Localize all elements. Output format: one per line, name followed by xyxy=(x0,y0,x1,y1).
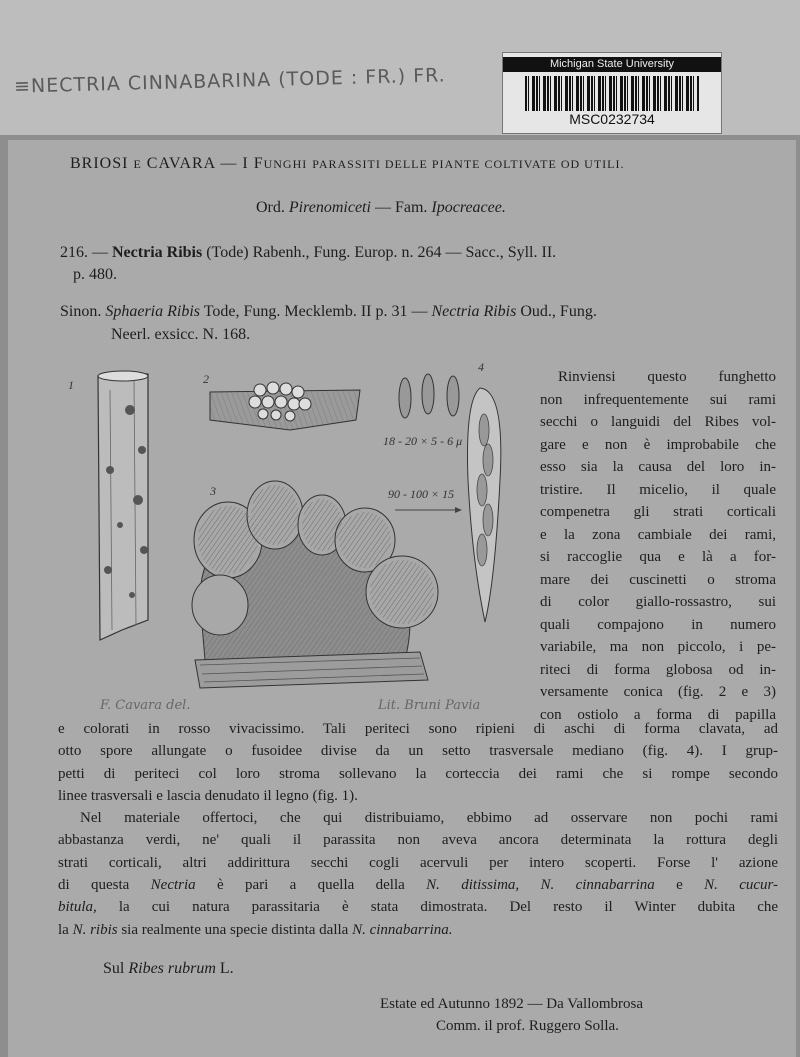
illustration-drawing xyxy=(60,360,530,720)
synonym-line-cont: Neerl. exsicc. N. 168. xyxy=(111,326,251,343)
description-column xyxy=(540,366,776,726)
figure-4-ascus xyxy=(468,388,501,622)
signature-right: Lit. Bruni Pavia xyxy=(378,698,481,713)
figure-label-1: 1 xyxy=(68,378,74,392)
text-line: tristire. Il micelio, il quale xyxy=(540,481,776,498)
text-line: riteci di forma globosa od in- xyxy=(540,661,776,678)
text-line: strati corticali, altri addirittura secchi cogli acervuli per intero scoperti. Forse l' azione xyxy=(58,854,778,871)
figure-1-branch xyxy=(98,371,148,640)
text-line: otto spore allungate o fusoidee divise da un setto trasversale mediano (fig. 4). I grup- xyxy=(58,743,778,760)
text-line: linee trasversali e lascia denudato il legno (fig. 1). xyxy=(58,787,358,804)
barcode-bars xyxy=(525,76,699,111)
text-line: esso sia la causa del loro in- xyxy=(540,459,776,475)
signature-left: F. Cavara del. xyxy=(100,698,191,713)
ascus-measurement: 90 - 100 × 15 xyxy=(388,487,455,501)
figure-label-3: 3 xyxy=(210,484,216,498)
synonym-line: Sinon. Sphaeria Ribis Tode, Fung. Mecklemb. II p. 31 — Nectria Ribis Oud., Fung. xyxy=(60,303,597,320)
text-line: di questa Nectria è pari a quella della N. ditissima, N. cinnabarrina e N. cucur- xyxy=(58,877,779,894)
description-body xyxy=(58,718,778,941)
collector: Comm. il prof. Ruggero Solla. xyxy=(436,1018,619,1034)
barcode-label xyxy=(502,52,722,134)
species-entry-cont: p. 480. xyxy=(73,266,117,283)
text-line: di color giallo-rossastro, sui xyxy=(540,594,776,610)
barcode-number: MSC0232734 xyxy=(569,111,655,127)
text-line: non infrequentemente sui rami xyxy=(540,391,776,408)
host-plant: Sul Ribes rubrum L. xyxy=(103,960,234,977)
text-line: abbastanza verdi, ne' quali il parassita non aveva ancora determinata la rottura degli xyxy=(58,832,778,849)
illustration-plate xyxy=(60,360,530,720)
handwritten-annotation: ≡NECTRIA CINNABARINA (TODE : FR.) FR. xyxy=(13,64,446,98)
page-title: BRIOSI E CAVARA — I FUNGHI PARASSITI DELLE PIANTE COLTIVATE OD UTILI. xyxy=(70,155,625,172)
text-line: gare e non è improbabile che xyxy=(540,436,776,453)
collection-date-place: Estate ed Autunno 1892 — Da Vallombrosa xyxy=(380,996,644,1012)
text-line: quali compajono in numero xyxy=(540,616,776,633)
figure-label-4: 4 xyxy=(478,360,484,374)
figure-label-2: 2 xyxy=(203,372,209,386)
text-line: compenetra gli strati corticali xyxy=(540,504,776,520)
text-line: Rinviensi questo funghetto xyxy=(558,369,776,385)
text-line: e la zona cambiale dei rami, xyxy=(540,526,776,543)
figure-2-bark xyxy=(210,382,360,430)
barcode-institution: Michigan State University xyxy=(503,57,721,72)
text-line: la N. ribis sia realmente una specie distinta dalla N. cinnabarrina. xyxy=(58,921,453,938)
spores xyxy=(399,374,459,418)
text-line: bitula, la cui natura parassitaria è stata dimostrata. Del resto il Winter dubita che xyxy=(58,899,779,916)
text-line: secchi o languidi del Ribes vol- xyxy=(540,414,776,430)
text-line: versamente conica (fig. 2 e 3) xyxy=(540,684,776,700)
text-line: mare dei cuscinetti o stroma xyxy=(540,571,776,588)
text-line: e colorati in rosso vivacissimo. Tali periteci sono ripieni di aschi di forma clavata, ad xyxy=(58,721,778,737)
figure-3-stroma xyxy=(192,481,438,688)
text-line: petti di periteci col loro stroma sollevano la corteccia dei rami che si rompe secondo xyxy=(58,765,778,782)
species-entry: 216. — Nectria Ribis (Tode) Rabenh., Fung. Europ. n. 264 — Sacc., Syll. II. xyxy=(60,244,557,261)
text-line: variabile, ma non piccolo, i pe- xyxy=(540,639,776,655)
text-line: si raccoglie qua e là a for- xyxy=(540,549,776,565)
spore-measurement: 18 - 20 × 5 - 6 μ xyxy=(383,434,463,448)
text-line: Nel materiale offertoci, che qui distribuiamo, ebbimo ad osservare non pochi rami xyxy=(80,810,778,827)
text-line: con ostiolo a forma di papilla xyxy=(540,706,776,723)
classification: Ord. Pirenomiceti — Fam. Ipocreacee. xyxy=(256,199,506,216)
